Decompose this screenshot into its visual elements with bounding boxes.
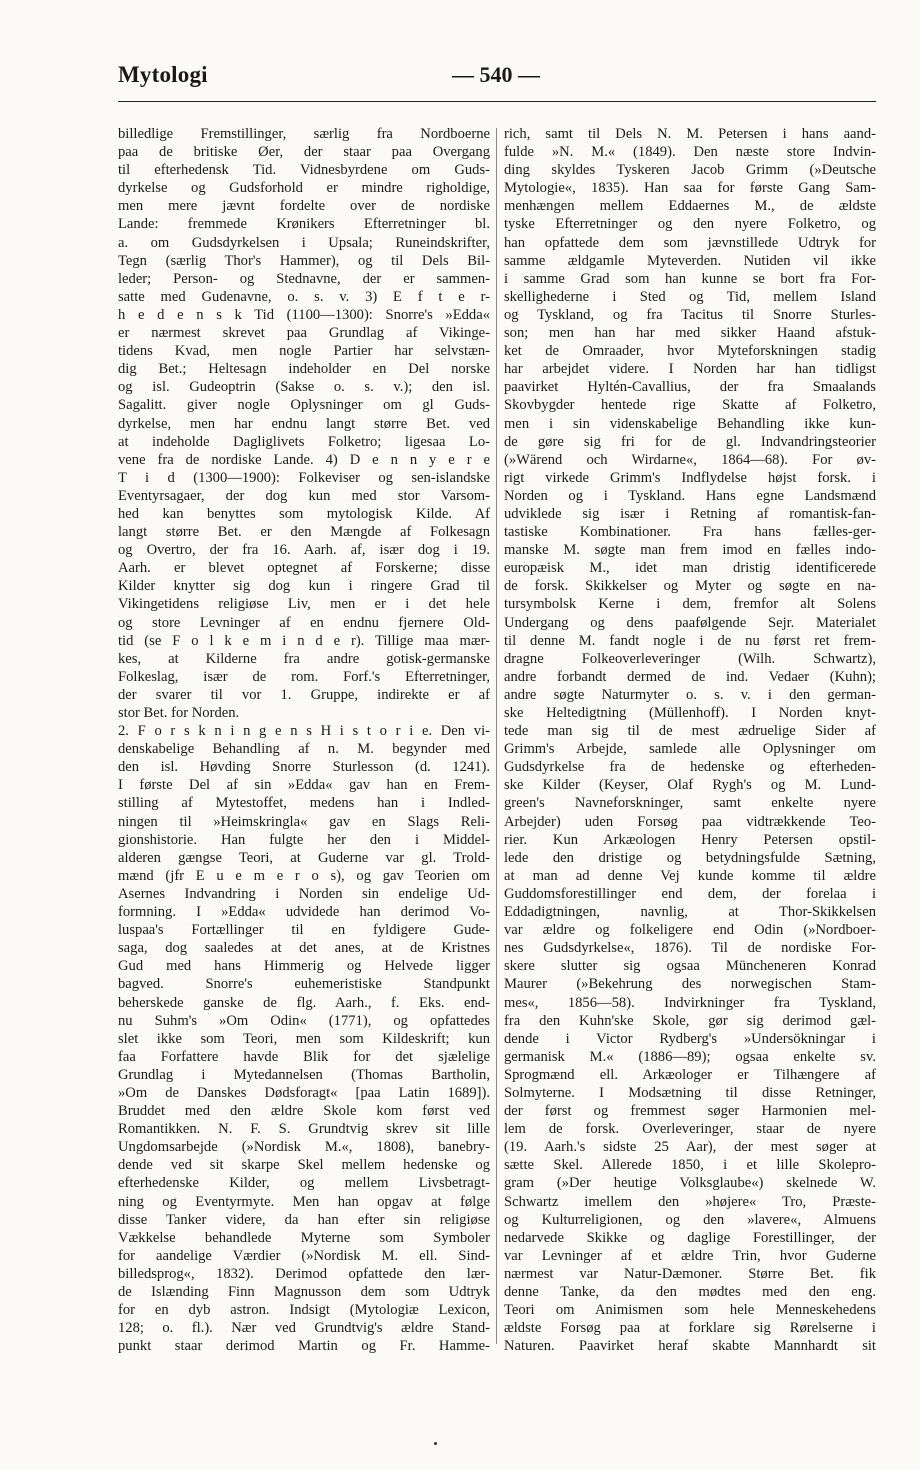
text-line: Bruddet med den ældre Skole kom først ved: [118, 1103, 490, 1120]
text-line: nu Suhm's »Om Odin« (1771), og opfattedes: [118, 1012, 490, 1029]
text-line: dig Bet.; Heltesagn indeholder en Del norske: [118, 361, 490, 378]
text-line: nes Gudsdyrkelse«, 1876). Til de nordiske For-: [504, 940, 876, 957]
text-line: punkt staar derimod Martin og Fr. Hamme-: [118, 1338, 490, 1355]
text-line: rigt virkede Grimm's Indflydelse højst forsk. i: [504, 469, 876, 486]
text-line: T i d (1300—1900): Folkeviser og sen-islandske: [118, 469, 490, 486]
text-line: var Levninger af et ældre Trin, hvor Guderne: [504, 1247, 876, 1264]
text-line: nærmest var Natur-Dæmoner. Større Bet. fik: [504, 1265, 876, 1282]
text-line: Asernes Indvandring i Norden sin endelige Ud-: [118, 885, 490, 902]
text-line: satte med Gudenavne, o. s. v. 3) E f t e r-: [118, 288, 490, 305]
text-line: ket de Omraader, hvor Myteforskningen stadig: [504, 343, 876, 360]
text-line: europæisk M., idet man dristig identificerede: [504, 560, 876, 577]
text-line: Eddadigtningen, navnlig, at Thor-Skikkelsen: [504, 904, 876, 921]
text-line: til efterhedensk Tid. Vidnesbyrdene om Guds-: [118, 162, 490, 179]
text-line: Sprogmænd ell. Arkæologer er Tilhængere af: [504, 1066, 876, 1083]
text-line: »Om de Danskes Dødsforagt« [paa Latin 1689]).: [118, 1084, 490, 1101]
text-line: for en dyb astron. Indsigt (Mytologiæ Lexicon,: [118, 1302, 490, 1319]
text-line: Maurer (»Bekehrung des norwegischen Stam-: [504, 976, 876, 993]
text-line: og Kulturreligionen, og den »lavere«, Almuens: [504, 1211, 876, 1228]
page-number: — 540 —: [452, 62, 540, 87]
text-line: og isl. Gudeoptrin (Sakse o. s. v.); den isl.: [118, 379, 490, 396]
text-line: Gud med hans Himmerig og Helvede ligger: [118, 958, 490, 975]
text-line: Undergang og dens paafølgende Sejr. Materialet: [504, 614, 876, 631]
text-line: efterhedenske Kilder, og mellem Livsbetragt-: [118, 1175, 490, 1192]
text-line: beherskede ganske de flg. Aarh., f. Eks. end-: [118, 994, 490, 1011]
column-divider: [496, 128, 497, 1344]
text-line: at man ad denne Vej kunde komme til ældre: [504, 867, 876, 884]
text-line: rier. Kun Arkæologen Henry Petersen opstil-: [504, 831, 876, 848]
text-line: dragne Folkeoverleveringer (Wilh. Schwartz),: [504, 650, 876, 667]
text-line: dende ved sit skarpe Skel mellem hedenske og: [118, 1157, 490, 1174]
running-title: Mytologi: [118, 62, 208, 87]
text-line: fulde »N. M.« (1849). Den næste store Indvin-: [504, 144, 876, 161]
text-line: Ungdomsarbejde (»Nordisk M.«, 1808), banebry-: [118, 1139, 490, 1156]
text-line: Gudsdyrkelse fra de hedenske og efterheden-: [504, 759, 876, 776]
text-line: Sagalitt. giver nogle Oplysninger om gl Guds-: [118, 397, 490, 414]
text-line: Skovbygder hentede rige Skatte af Folketro,: [504, 397, 876, 414]
text-line: andre søgte Naturmyter o. s. v. i den german-: [504, 686, 876, 703]
text-line: formning. I »Edda« udvidede han derimod Vo-: [118, 904, 490, 921]
text-line: stor Bet. for Norden.: [118, 705, 240, 721]
text-line: Teori om Animismen som hele Menneskehedens: [504, 1302, 876, 1319]
text-line: den isl. Høvding Snorre Sturlesson (d. 1241).: [118, 759, 490, 776]
text-line: har arbejdet videre. I Norden har han tidligst: [504, 361, 876, 378]
text-line: rich, samt til Dels N. M. Petersen i hans aand-: [504, 126, 876, 142]
text-line: ningen til »Heimskringla« gav en Slags Reli-: [118, 813, 490, 830]
text-line: de forsk. Skikkelser og Myter og søgte en na-: [504, 578, 876, 595]
text-line: h e d e n s k Tid (1100—1300): Snorre's »Edda«: [118, 306, 490, 323]
text-line: at indeholde Dagliglivets Folketro; ligesaa Lo-: [118, 433, 490, 450]
text-line: (»Wärend och Wirdarne«, 1864—68). For øv-: [504, 451, 876, 468]
text-line: paavirket Hyltén-Cavallius, der fra Smaalands: [504, 379, 876, 396]
text-line: han opfattede dem som jævnstillede Udtryk for: [504, 234, 876, 251]
text-line: lede den dristige og betydningsfulde Sætning,: [504, 849, 876, 866]
text-line: Grimm's Arbejde, samlede alle Oplysninger om: [504, 741, 876, 758]
text-line: germanisk M.« (1886—89); ogsaa enkelte sv.: [504, 1048, 876, 1065]
text-line: fra den Kuhn'ske Skole, gør sig derimod gæl-: [504, 1012, 876, 1029]
text-line: Lande: fremmede Krønikers Efterretninger bl.: [118, 216, 490, 233]
text-line: disse Tanker videre, da han efter sin religiøse: [118, 1211, 490, 1228]
text-line: de gøre sig fri for de gl. Indvandringsteorier: [504, 433, 876, 450]
text-line: kes, at Kilderne fra andre gotisk-germanske: [118, 650, 490, 667]
text-line: og Tyskland, og fra Tacitus til Snorre Sturles-: [504, 306, 876, 323]
text-line: Kilder knytter sig dog kun i ringere Grad til: [118, 578, 490, 595]
text-line: luspaa's Fortællinger til en fyldigere Gude-: [118, 922, 490, 939]
text-line: men mere jævnt fordelte over de nordiske: [118, 198, 490, 215]
text-line: I første Del af sin »Edda« gav han en Frem-: [118, 777, 490, 794]
text-line: saga, dog saaledes at det anes, at de Kristnes: [118, 940, 490, 957]
text-line: tursymbolsk Kerne i dem, fremfor alt Solens: [504, 596, 876, 613]
page-speck: [434, 1442, 437, 1445]
text-line: Schwartz imellem den »højere« Tro, Præste-: [504, 1193, 876, 1210]
text-line: bagved. Snorre's euhemeristiske Standpunkt: [118, 976, 490, 993]
text-line: sætte Skel. Allerede 1850, i et lille Skolepro-: [504, 1157, 876, 1174]
text-line: i samme Grad som han kunne se bort fra For-: [504, 270, 876, 287]
text-line: leder; Person- og Stednavne, der er sammen-: [118, 270, 490, 287]
text-line: faa Forfattere havde Blik for det sjælelige: [118, 1048, 490, 1065]
text-line: denne Tanke, da den mødtes med den eng.: [504, 1284, 876, 1300]
text-line: Eventyrsagaer, der dog kun med stor Varsom-: [118, 487, 490, 504]
text-line: manske M. søgte man frem imod en fælles indo-: [504, 542, 876, 559]
text-line: 128; o. fl.). Nær ved Grundtvig's ældre Stand-: [118, 1320, 490, 1337]
text-line: a. om Gudsdyrkelsen i Upsala; Runeindskrifter,: [118, 234, 490, 251]
text-line: Guddomsforestillinger end dem, der forelaa i: [504, 885, 876, 902]
text-line: son; men han har med sikker Haand afstuk-: [504, 325, 876, 342]
header-rule: [118, 101, 876, 102]
text-line: der først og fremmest søger Harmonien mel-: [504, 1103, 876, 1120]
text-line: Naturen. Paavirket heraf skabte Mannhardt sit: [504, 1338, 876, 1355]
text-line: og Overtro, der fra 16. Aarh. af, især dog i 19.: [118, 542, 490, 559]
text-line: mes«, 1856—58). Indvirkninger fra Tyskland,: [504, 994, 876, 1011]
text-line: ding skyldes Tyskeren Jacob Grimm (»Deutsche: [504, 162, 876, 179]
text-line: Romantikken. N. F. S. Grundtvig skrev sit lille: [118, 1121, 490, 1138]
text-line: 2. F o r s k n i n g e n s H i s t o r i e. Den vi-: [118, 723, 490, 740]
text-line: green's Navneforskninger, samt enkelte nyere: [504, 795, 876, 812]
text-line: billedlige Fremstillinger, særlig fra Nordboerne: [118, 126, 490, 142]
text-line: tidens Kvad, men nogle Partier har selvstæn-: [118, 343, 490, 360]
right-text-column: [504, 125, 876, 1355]
text-line: der svarer til vor 1. Gruppe, indirekte er af: [118, 686, 490, 703]
text-line: (19. Aarh.'s sidste 25 Aar), der mest søger at: [504, 1139, 876, 1156]
text-line: dyrkelse, men har endnu langt større Bet. ved: [118, 415, 490, 432]
text-line: gionshistorie. Han fulgte her den i Middel-: [118, 831, 490, 848]
text-line: til denne M. fandt nogle i de nu først ret frem-: [504, 632, 876, 649]
text-line: langt større Bet. er den Mængde af Folkesagn: [118, 524, 490, 541]
text-line: ske Kilder (Keyser, Olaf Rygh's og M. Lund-: [504, 777, 876, 794]
text-line: tid (se F o l k e m i n d e r). Tillige maa mær-: [118, 632, 490, 649]
text-line: slet ikke som Teori, men som Kildeskrift; kun: [118, 1030, 490, 1047]
text-line: billedsprog«, 1832). Derimod opfattede den lær-: [118, 1265, 490, 1282]
text-line: alderen gængse Teori, at Guderne var gl. Trold-: [118, 849, 490, 866]
text-line: Vikingetidens religiøse Liv, men er i det hele: [118, 596, 490, 613]
text-line: var ældre og folkeligere end Odin (»Nordboer-: [504, 922, 876, 939]
text-line: samme ældgamle Myteverden. Nutiden vil ikke: [504, 252, 876, 269]
text-line: skellighederne i Sted og Tid, mellem Island: [504, 288, 876, 305]
text-line: er nærmest skrevet paa Grundlag af Vikinge-: [118, 325, 490, 342]
text-line: ske Heltedigtning (Müllenhoff). I Norden knyt-: [504, 705, 876, 721]
text-line: mænd (jfr E u e m e r o s), og gav Teorien om: [118, 867, 490, 884]
text-line: stilling af Mytestoffet, medens han i Indled-: [118, 795, 490, 812]
text-line: denskabelige Behandling af n. M. begynder med: [118, 741, 490, 758]
text-line: de Islænding Finn Magnusson dem som Udtryk: [118, 1284, 490, 1300]
text-line: vene fra de nordiske Lande. 4) D e n n y e r e: [118, 451, 490, 468]
text-line: paa de britiske Øer, der staar paa Overgang: [118, 144, 490, 161]
text-line: dende i Victor Rydberg's »Undersökningar i: [504, 1030, 876, 1047]
text-line: hed kan benyttes som mytologisk Kilde. Af: [118, 505, 490, 522]
text-line: Aarh. er blevet optegnet af Forskerne; disse: [118, 560, 490, 577]
text-line: Grundlag i Mytedannelsen (Thomas Bartholin,: [118, 1066, 490, 1083]
text-line: udviklede sig især i Retning af romantisk-fan-: [504, 505, 876, 522]
text-line: ning og Eventyrmyte. Men han opgav at følge: [118, 1193, 490, 1210]
text-line: for aandelige Værdier (»Nordisk M. ell. Sind-: [118, 1247, 490, 1264]
text-line: men i sin videnskabelige Behandling ikke kun-: [504, 415, 876, 432]
text-line: ældste Forsøg paa at forklare sig Rørelserne i: [504, 1320, 876, 1337]
text-line: dyrkelse og Gudsforhold er mindre righoldige,: [118, 180, 490, 197]
text-line: tyske Efterretninger og den nyere Folketro, og: [504, 216, 876, 233]
text-line: andre forbandt dermed de ind. Vedaer (Kuhn);: [504, 668, 876, 685]
text-line: Folkeslag, især de rom. Forf.'s Efterretninger,: [118, 668, 490, 685]
text-line: gram (»Der heutige Volksglaube«) skelnede W.: [504, 1175, 876, 1192]
text-line: og store Levninger af en endnu fjernere Old-: [118, 614, 490, 631]
text-line: tede man sig til de mest ædruelige Sider af: [504, 723, 876, 740]
text-line: menhængen mellem Eddaernes M., de ældste: [504, 198, 876, 215]
text-line: Vækkelse behandlede Myterne som Symboler: [118, 1229, 490, 1246]
text-line: Mytologie«, 1835). Han saa for første Gang Sam-: [504, 180, 876, 197]
text-line: tastiske Kombinationer. Fra hans fælles-ger-: [504, 524, 876, 541]
text-line: Norden og i Tyskland. Hans egne Landsmænd: [504, 487, 876, 504]
text-line: Solmyterne. I Modsætning til disse Retninger,: [504, 1084, 876, 1101]
text-line: lem de forsk. Overleveringer, staar de nyere: [504, 1121, 876, 1138]
text-line: Tegn (særlig Thor's Hammer), og til Dels Bil-: [118, 252, 490, 269]
page-header: [118, 62, 876, 98]
text-line: skere slutter sig ogsaa Müncheneren Konrad: [504, 958, 876, 975]
text-line: Arbejder) uden Forsøg paa vidtrækkende Teo-: [504, 813, 876, 830]
text-line: nedarvede Skikke og daglige Forestillinger, der: [504, 1229, 876, 1246]
left-text-column: [118, 125, 490, 1355]
